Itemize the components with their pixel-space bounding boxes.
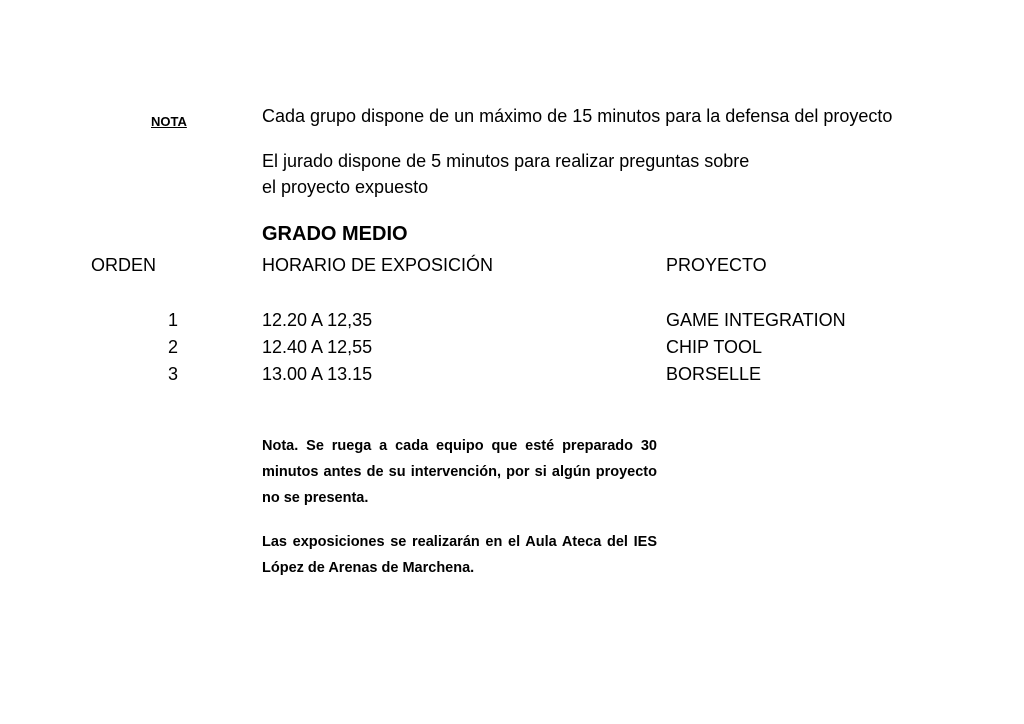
- column-header-orden: ORDEN: [91, 255, 157, 275]
- footer-note-location: Las exposiciones se realizarán en el Aula Ateca del IES López de Arenas de Marchena.: [262, 534, 657, 576]
- intro-line-time-limit: Cada grupo dispone de un máximo de 15 minutos para la defensa del proyecto: [262, 106, 893, 126]
- row-horario: 12.40 A 12,55: [262, 337, 373, 357]
- nota-label: NOTA: [151, 114, 187, 129]
- column-header-proyecto: PROYECTO: [666, 255, 767, 275]
- row-horario: 12.20 A 12,35: [262, 310, 373, 330]
- row-orden: 1: [167, 310, 178, 330]
- column-header-horario: HORARIO DE EXPOSICIÓN: [262, 255, 494, 275]
- footer-note-preparation: Nota. Se ruega a cada equipo que esté preparado 30 minutos antes de su intervención, por si algún proyecto no se presenta.: [262, 438, 657, 506]
- row-proyecto: BORSELLE: [666, 364, 762, 384]
- row-proyecto: CHIP TOOL: [666, 337, 763, 357]
- row-orden: 2: [167, 337, 178, 357]
- row-horario: 13.00 A 13.15: [262, 364, 373, 384]
- row-orden: 3: [167, 364, 178, 384]
- intro-line-jury: El jurado dispone de 5 minutos para realizar preguntas sobre: [262, 151, 750, 171]
- row-proyecto: GAME INTEGRATION: [666, 310, 846, 330]
- intro-line-jury-cont: el proyecto expuesto: [262, 177, 429, 197]
- section-heading: GRADO MEDIO: [262, 223, 408, 245]
